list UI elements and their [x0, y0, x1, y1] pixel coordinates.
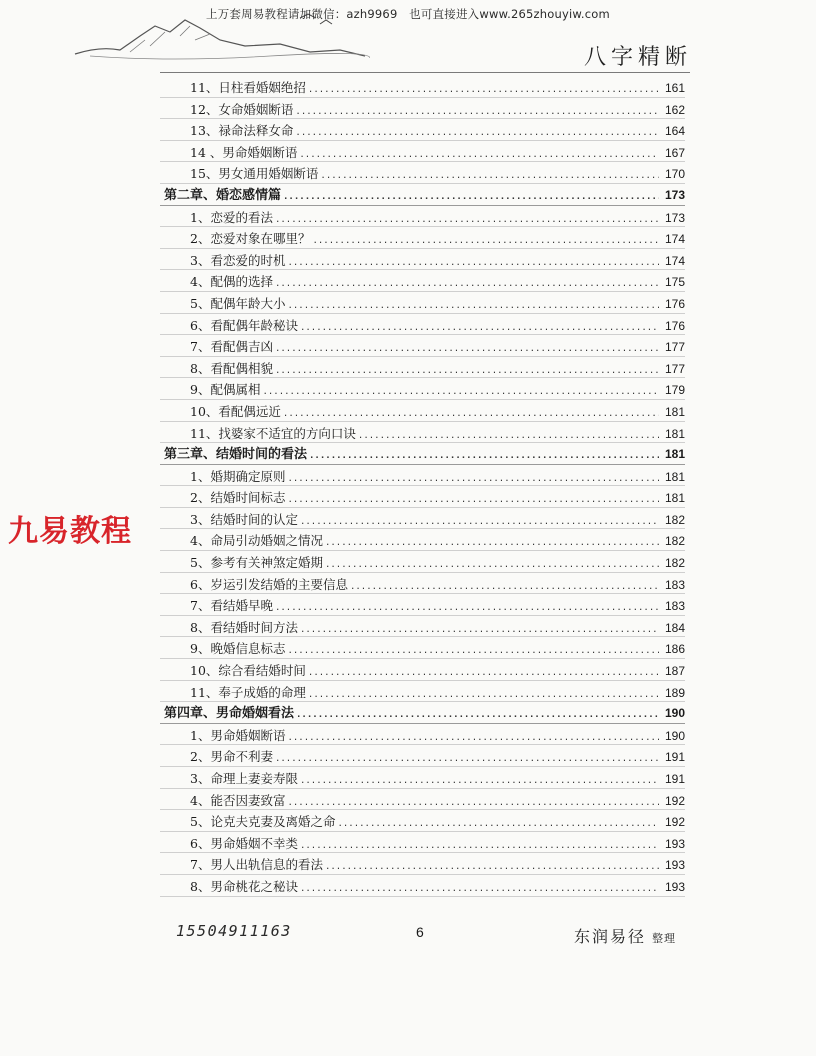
toc-item-row: [160, 638, 685, 660]
toc-page-number: 191: [664, 750, 685, 765]
toc-page-number: 187: [664, 664, 685, 679]
toc-item-row: [160, 120, 685, 142]
toc-entry-title: 1、恋爱的看法: [190, 209, 273, 225]
toc-page-number: 186: [664, 642, 685, 657]
toc-entry-title: 4、命局引动婚姻之情况: [190, 533, 323, 549]
toc-entry-title: 7、男人出轨信息的看法: [190, 857, 323, 873]
toc-entry-title: 9、配偶属相: [190, 382, 261, 398]
author-name: 东润易径: [574, 927, 647, 946]
toc-page-number: 181: [664, 491, 685, 506]
toc-page-number: 173: [664, 210, 685, 225]
toc-item-row: [160, 595, 685, 617]
toc-item-row: [160, 293, 685, 315]
toc-page-number: 174: [664, 232, 685, 247]
toc-entry-title: 11、日柱看婚姻绝招: [190, 80, 306, 95]
toc-item-row: [160, 401, 685, 423]
toc-page-number: 183: [664, 599, 685, 614]
toc-page-number: 179: [664, 383, 685, 398]
toc-page-number: 181: [664, 469, 685, 484]
toc-item-row: [160, 99, 685, 121]
toc-item-row: [160, 163, 685, 185]
table-of-contents: [160, 77, 685, 898]
toc-entry-title: 3、结婚时间的认定: [190, 511, 298, 527]
toc-chapter-row: [160, 185, 685, 207]
toc-entry-title: 13、禄命法释女命: [190, 123, 294, 139]
toc-entry-title: 1、婚期确定原则: [190, 468, 286, 484]
toc-page-number: 193: [664, 836, 685, 851]
toc-page-number: 182: [664, 534, 685, 549]
toc-page-number: 177: [664, 340, 685, 355]
toc-item-row: [160, 142, 685, 164]
toc-page-number: 191: [664, 772, 685, 786]
toc-entry-title: 8、男命桃花之秘诀: [190, 878, 298, 894]
toc-entry-title: 10、综合看结婚时间: [190, 663, 306, 679]
toc-entry-title: 12、女命婚姻断语: [190, 101, 294, 117]
toc-page-number: 176: [664, 296, 685, 311]
toc-item-row: [160, 617, 685, 639]
toc-page-number: 164: [664, 124, 685, 139]
toc-item-row: [160, 725, 685, 747]
toc-entry-title: 第三章、结婚时间的看法: [164, 447, 308, 463]
toc-item-row: [160, 77, 685, 99]
toc-item-row: [160, 876, 685, 898]
toc-page-number: 193: [664, 879, 685, 894]
toc-leader-dots: [309, 446, 659, 468]
toc-page-number: 192: [664, 793, 685, 808]
toc-item-row: [160, 358, 685, 380]
toc-item-row: [160, 811, 685, 833]
toc-item-row: [160, 682, 685, 704]
toc-item-row: [160, 660, 685, 682]
toc-page-number: 181: [664, 447, 685, 462]
toc-leader-dots: [283, 187, 659, 209]
toc-entry-title: 5、配偶年龄大小: [190, 295, 286, 311]
toc-entry-title: 8、看结婚时间方法: [190, 619, 298, 635]
toc-item-row: [160, 487, 685, 509]
toc-page-number: 174: [664, 253, 685, 268]
toc-page-number: 173: [664, 187, 685, 202]
toc-entry-title: 1、男命婚姻断语: [190, 727, 286, 743]
toc-entry-title: 3、命理上妻妾寿限: [190, 771, 298, 786]
toc-page-number: 181: [664, 404, 685, 419]
toc-entry-title: 4、配偶的选择: [190, 274, 273, 290]
toc-entry-title: 11、奉子成婚的命理: [190, 684, 306, 700]
book-title: 八字精断: [583, 45, 692, 70]
toc-item-row: [160, 552, 685, 574]
toc-entry-title: 第二章、婚恋感情篇: [164, 187, 282, 203]
toc-entry-title: 11、找婆家不适宜的方向口诀: [190, 425, 356, 441]
toc-entry-title: 10、看配偶远近: [190, 403, 281, 419]
toc-entry-title: 8、看配偶相貌: [190, 360, 273, 376]
toc-entry-title: 5、论克夫克妻及离婚之命: [190, 814, 336, 830]
toc-leader-dots: [300, 879, 659, 901]
toc-page-number: 183: [664, 577, 685, 592]
toc-entry-title: 6、看配偶年龄秘诀: [190, 317, 298, 333]
toc-page-number: 170: [664, 167, 685, 182]
toc-entry-title: 2、男命不利妻: [190, 749, 273, 765]
toc-entry-title: 3、看恋爱的时机: [190, 252, 286, 268]
toc-page-number: 182: [664, 512, 685, 527]
toc-entry-title: 15、男女通用婚姻断语: [190, 166, 319, 182]
toc-page-number: 190: [664, 728, 685, 743]
toc-entry-title: 第四章、男命婚姻看法: [164, 706, 295, 722]
toc-page-number: 182: [664, 556, 685, 571]
author-role: 整理: [652, 932, 677, 945]
toc-page-number: 193: [664, 858, 685, 873]
toc-item-row: [160, 423, 685, 445]
toc-page-number: 181: [664, 426, 685, 441]
toc-entry-title: 2、恋爱对象在哪里？: [190, 231, 311, 247]
toc-item-row: [160, 833, 685, 855]
toc-item-row: [160, 530, 685, 552]
toc-page-number: 175: [664, 275, 685, 290]
toc-entry-title: 4、能否因妻致富: [190, 792, 286, 808]
toc-item-row: [160, 228, 685, 250]
toc-page-number: 190: [664, 706, 685, 721]
watermark: 九易教程: [8, 514, 132, 549]
toc-chapter-row: [160, 444, 685, 466]
toc-item-row: [160, 509, 685, 531]
toc-item-row: [160, 315, 685, 337]
footer-phone: 15504911163: [176, 922, 292, 940]
toc-item-row: [160, 790, 685, 812]
toc-entry-title: 9、晚婚信息标志: [190, 641, 286, 657]
toc-item-row: [160, 336, 685, 358]
toc-item-row: [160, 271, 685, 293]
toc-item-row: [160, 250, 685, 272]
toc-entry-title: 6、岁运引发结婚的主要信息: [190, 576, 348, 592]
toc-item-row: [160, 768, 685, 790]
toc-item-row: [160, 466, 685, 488]
toc-item-row: [160, 207, 685, 229]
footer-author: [574, 924, 676, 947]
toc-page-number: 161: [664, 81, 685, 95]
toc-page-number: 177: [664, 361, 685, 376]
toc-entry-title: 7、看配偶吉凶: [190, 339, 273, 355]
header-banner: 上万套周易教程请加微信：azh9969 也可直接进入www.265zhouyiw.com: [206, 7, 610, 21]
toc-page-number: 167: [664, 145, 685, 160]
toc-item-row: [160, 746, 685, 768]
toc-entry-title: 7、看结婚早晚: [190, 598, 273, 614]
toc-item-row: [160, 854, 685, 876]
toc-leader-dots: [296, 705, 659, 727]
toc-chapter-row: [160, 703, 685, 725]
toc-entry-title: 5、参考有关神煞定婚期: [190, 555, 323, 571]
header-divider: [160, 72, 690, 73]
page-number: 6: [416, 924, 424, 940]
toc-item-row: [160, 574, 685, 596]
toc-page-number: 176: [664, 318, 685, 333]
toc-entry-title: 6、男命婚姻不幸类: [190, 835, 298, 851]
toc-entry-title: 2、结婚时间标志: [190, 490, 286, 506]
toc-page-number: 162: [664, 102, 685, 117]
toc-page-number: 189: [664, 685, 685, 700]
toc-entry-title: 14 、男命婚姻断语: [190, 144, 298, 160]
toc-page-number: 184: [664, 620, 685, 635]
toc-item-row: [160, 379, 685, 401]
toc-page-number: 192: [664, 815, 685, 830]
